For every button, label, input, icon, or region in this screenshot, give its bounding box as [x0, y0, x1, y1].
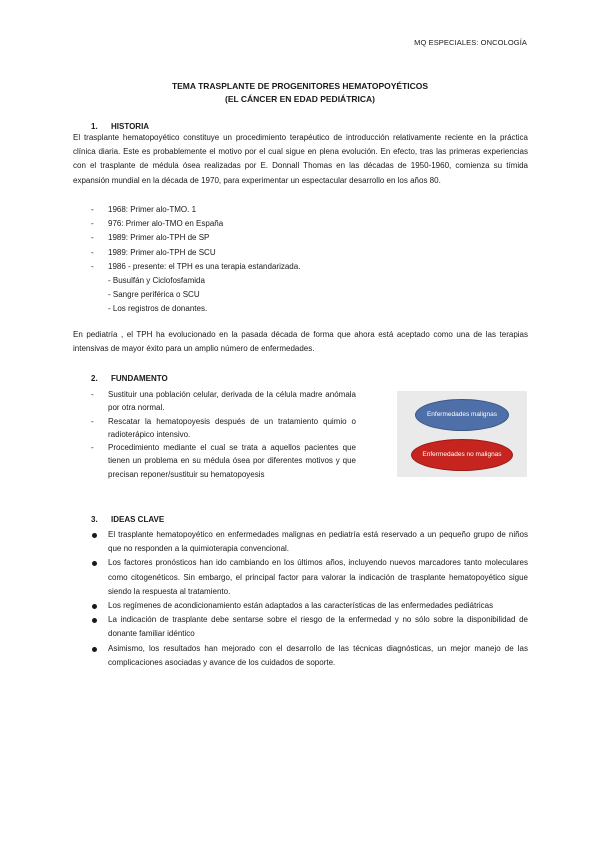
section-number: 3.: [91, 515, 98, 524]
list-item: - Sustituir una población celular, derivada de la célula madre anómala por otra normal.: [91, 388, 356, 415]
nonmalignant-diseases-ellipse: Enfermedades no malignas: [411, 439, 513, 471]
list-item: La indicación de trasplante debe sentarse sobre el riesgo de la enfermedad y no sólo sobre la disponibilidad de donante familiar idéntico: [91, 613, 528, 641]
sublist-item: - Sangre periférica o SCU: [108, 290, 200, 300]
malignant-diseases-ellipse: Enfermedades malignas: [415, 399, 509, 431]
list-item: - Procedimiento mediante el cual se trata a aquellos pacientes que tienen un problema en su médula ósea por diferentes motivos y que precisan reponer/sustituir su hematopoyesis: [91, 441, 356, 481]
section-heading-fundamento: [91, 374, 168, 383]
list-item: Asimismo, los resultados han mejorado con el desarrollo de las técnicas diagnósticas, un mejor manejo de las complicaciones asociadas y avance de los cuidados de soporte.: [91, 642, 528, 670]
section-title: HISTORIA: [111, 122, 150, 131]
list-item: Los regímenes de acondicionamiento están adaptados a las características de las enfermedades pediátricas: [91, 599, 528, 613]
section-heading-historia: [91, 122, 149, 131]
document-title: [0, 80, 600, 106]
section-heading-ideas-clave: [91, 515, 164, 524]
section-title: IDEAS CLAVE: [111, 515, 165, 524]
list-item: - 976: Primer alo-TMO en España: [91, 217, 300, 231]
page-header: MQ ESPECIALES: ONCOLOGÍA: [414, 38, 527, 47]
title-line-1: TEMA TRASPLANTE DE PROGENITORES HEMATOPOYÉTICOS: [171, 81, 429, 91]
historia-closing: En pediatría , el TPH ha evolucionado en la pasada década de forma que ahora está aceptado como una de las terapias intensivas de mayor éxito para un amplio número de enfermedades.: [73, 330, 528, 354]
historia-sublist: [108, 274, 300, 317]
section-number: 1.: [91, 122, 98, 131]
section-title: FUNDAMENTO: [111, 374, 168, 383]
list-item: - 1989: Primer alo-TPH de SCU: [91, 246, 300, 260]
disease-type-diagram: [397, 391, 527, 477]
title-line-2: (EL CÁNCER EN EDAD PEDIÁTRICA): [224, 94, 376, 104]
list-item: - Rescatar la hematopoyesis después de un tratamiento quimio o radioterápico intensivo.: [91, 415, 356, 442]
list-item: Los factores pronósticos han ido cambiando en los últimos años, incluyendo nuevos marcadores tanto moleculares como citogenéticos. Sin embargo, el principal factor para valorar la indicación de trasplante hematopoyético sigue siendo la respuesta al tratamiento.: [91, 556, 528, 599]
sublist-item: - Busulfán y Ciclofosfamida: [108, 276, 205, 286]
list-item: - 1989: Primer alo-TPH de SP: [91, 231, 300, 245]
historia-intro: El trasplante hematopoyético constituye un procedimiento terapéutico de introducción relativamente reciente en la práctica clínica diaria. Este es probablemente el motivo por el cual sigue en plena evolución. En efecto, tras las primeras experiencias con el trasplante de médula ósea realizadas por E. Donnall Thomas en las décadas de 1950-1960, comienza su tímida expansión mundial en la década de 1970, para experimentar un espectacular desarrollo en los años 80.: [73, 133, 528, 185]
list-item: El trasplante hematopoyético en enfermedades malignas en pediatría está reservado a un pequeño grupo de niños que no responden a la quimioterapia convencional.: [91, 528, 528, 556]
historia-timeline: [91, 203, 300, 317]
list-item: [91, 260, 300, 317]
sublist-item: - Los registros de donantes.: [108, 304, 208, 314]
fundamento-list: [91, 388, 356, 481]
list-item: - 1968: Primer alo-TMO. 1: [91, 203, 300, 217]
ideas-clave-list: [91, 528, 528, 670]
section-number: 2.: [91, 374, 98, 383]
list-item-text: 1986 - presente: el TPH es una terapia estandarizada.: [108, 261, 301, 271]
